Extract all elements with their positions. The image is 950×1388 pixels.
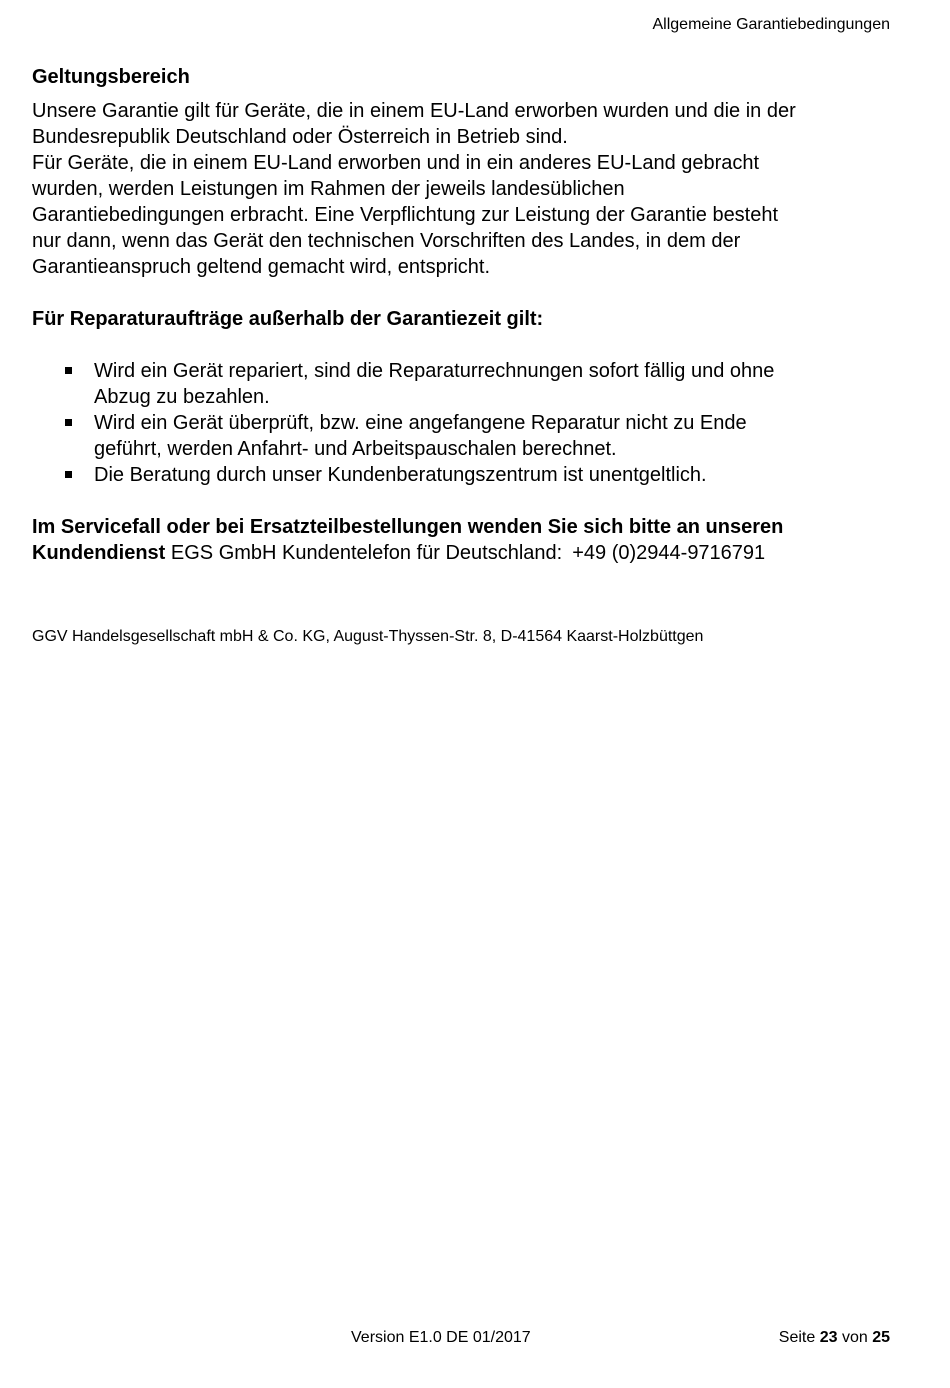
page-middle: von (837, 1329, 873, 1346)
list-item-line: Wird ein Gerät repariert, sind die Reparaturrechnungen sofort fällig und ohne (94, 360, 775, 382)
scope-line: Bundesrepublik Deutschland oder Österreich in Betrieb sind. (32, 126, 568, 148)
list-item-line: Die Beratung durch unser Kundenberatungszentrum ist unentgeltlich. (94, 464, 707, 486)
repairs-heading: Für Reparaturaufträge außerhalb der Garantiezeit gilt: (32, 308, 544, 330)
scope-line: Unsere Garantie gilt für Geräte, die in einem EU-Land erworben wurden und die in der (32, 100, 796, 122)
header-title: Allgemeine Garantiebedingungen (652, 16, 890, 33)
list-item (32, 410, 902, 462)
scope-line: nur dann, wenn das Gerät den technischen Vorschriften des Landes, in dem der (32, 230, 741, 252)
square-bullet-icon (65, 419, 72, 426)
list-item-line: Wird ein Gerät überprüft, bzw. eine angefangene Reparatur nicht zu Ende (94, 412, 747, 434)
page-current: 23 (819, 1329, 838, 1346)
square-bullet-icon (65, 367, 72, 374)
scope-line: Für Geräte, die in einem EU-Land erworben und in ein anderes EU-Land gebracht (32, 152, 760, 174)
page-prefix: Seite (778, 1329, 820, 1346)
footer-version: Version E1.0 DE 01/2017 (351, 1329, 531, 1346)
service-contact-text: EGS GmbH Kundentelefon für Deutschland: (165, 542, 563, 564)
scope-line: Garantieanspruch geltend gemacht wird, entspricht. (32, 256, 491, 278)
scope-line: wurden, werden Leistungen im Rahmen der jeweils landesüblichen (32, 178, 625, 200)
scope-line: Garantiebedingungen erbracht. Eine Verpflichtung zur Leistung der Garantie besteht (32, 204, 779, 226)
list-item-line: Abzug zu bezahlen. (94, 386, 270, 408)
service-heading-line: Im Servicefall oder bei Ersatzteilbestellungen wenden Sie sich bitte an unseren (32, 516, 784, 538)
footer-page-number (779, 1328, 890, 1348)
service-contact-line (32, 540, 902, 566)
service-phone: +49 (0)2944-9716791 (572, 542, 766, 564)
document-content (32, 64, 902, 647)
repairs-list (32, 358, 902, 488)
scope-heading: Geltungsbereich (32, 66, 190, 88)
company-address: GGV Handelsgesellschaft mbH & Co. KG, August-Thyssen-Str. 8, D-41564 Kaarst-Holzbüttgen (32, 628, 704, 645)
page-total: 25 (872, 1329, 890, 1346)
list-item (32, 462, 902, 488)
service-contact (32, 514, 902, 566)
service-bold-word: Kundendienst (32, 542, 166, 564)
list-item (32, 358, 902, 410)
list-item-line: geführt, werden Anfahrt- und Arbeitspauschalen berechnet. (94, 438, 617, 460)
square-bullet-icon (65, 471, 72, 478)
scope-paragraph (32, 98, 902, 280)
